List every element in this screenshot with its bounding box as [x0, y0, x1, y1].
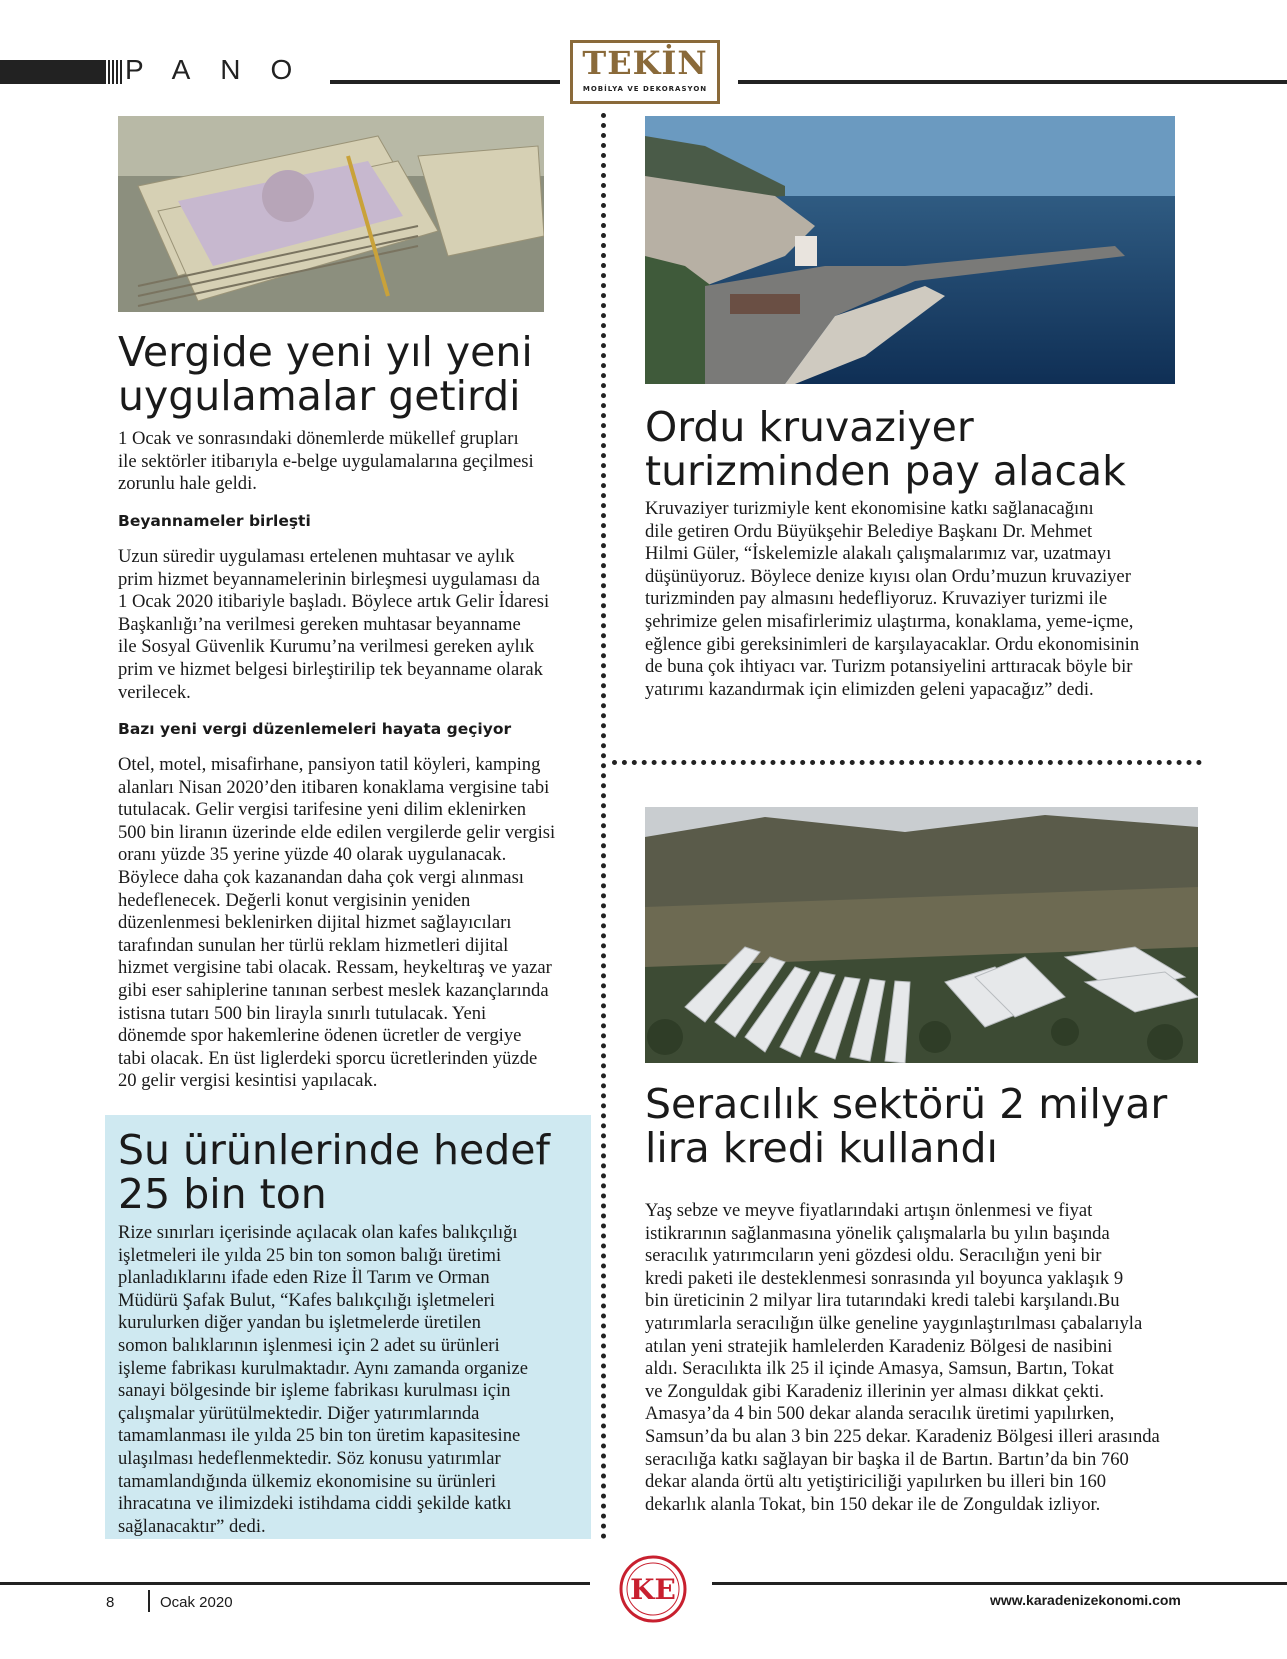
footer-rule-right: [712, 1582, 1287, 1585]
website-link[interactable]: www.karadenizekonomi.com: [990, 1592, 1181, 1608]
article-greenhouse-body: Yaş sebze ve meyve fiyatlarındaki artışın önlenmesi ve fiyat istikrarının sağlanmasına yönelik çalışmalarla bu yılın başında seracılık yatırımcıların yeni gözdesi oldu. Seracılığın yeni bir kredi paketi ile desteklenmesi sonrasında yıl boyunca yaklaşık 9 bin üreticinin 2 milyar lira tutarındaki kredi talebi karşılandı.Bu yatırımlarla seracılığın ülke geneline yaygınlaştırılması çabalarıyla atılan yeni stratejik hamlelerden Karadeniz Bölgesi de nasibini aldı. Seracılıkta ilk 25 il içinde Amasya, Samsun, Bartın, Tokat ve Zonguldak gibi Karadeniz illerinin yer alması dikkat çekti. Amasya’da 4 bin 500 dekar alanda seracılık üretimi yapılırken, Samsun’da bu alan 3 bin 225 dekar. Karadeniz Bölgesi illeri arasında seracılığa katkı sağlayan bir başka il de Bartın. Bartın’da bin 760 dekar alanda örtü altı yetiştiriciliği yapılırken bu illeri bin 160 dekarlık alanla Tokat, bin 150 dekar ile de Zonguldak izliyor.: [645, 1200, 1160, 1515]
header-rule-left: [330, 80, 560, 84]
footer-rule-left: [0, 1582, 590, 1585]
ke-logo-text: KE: [630, 1573, 676, 1606]
article-tax-para-3: Otel, motel, misafirhane, pansiyon tatil köyleri, kamping alanları Nisan 2020’den itibaren konaklama vergisine tabi tutulacak. Gelir vergisi tarifesine yeni dilim eklenirken 500 bin liranın üzerinde elde edilen vergilerde gelir vergisi oranı yüzde 35 yerine yüzde 40 olarak uygulanacak. Böylece daha çok kazanandan daha çok vergi alınması hedeflenecek. Değerli konut vergisinin yeniden düzenlenmesi beklenirken dijital hizmet sağlayıcıları tarafından sunulan her türlü reklam hizmetleri dijital hizmet vergisine tabi olacak. Ressam, heykeltıraş ve yazar gibi eser sahiplerine tanınan serbest meslek kazançlarında istisna tutarı 500 bin lirayla sınırlı tutulacak. Yeni dönemde spor hakemlerine ödenen ücretler de vergiye tabi olacak. En üst liglerdeki sporcu ücretlerinden yüzde 20 gelir vergisi kesintisi yapılacak.: [118, 754, 556, 1092]
column-divider: [601, 113, 606, 1540]
advertiser-logo[interactable]: [570, 40, 720, 104]
harbor-photo: [645, 116, 1175, 384]
article-tax-para-2: Uzun süredir uygulaması ertelenen muhtasar ve aylık prim hizmet beyannamelerinin birleşmesi uygulaması da 1 Ocak 2020 itibariyle başladı. Böylece artık Gelir İdaresi Başkanlığı’na verilmesi gereken muhtasar beyanname ile Sosyal Güvenlik Kurumu’na verilmesi gereken aylık prim ve hizmet belgesi birleştirilip tek beyanname olarak verilecek.: [118, 546, 550, 703]
article-cruise-title: Ordu kruvaziyer turizminden pay alacak: [645, 403, 1126, 495]
article-cruise-body: Kruvaziyer turizmiyle kent ekonomisine katkı sağlanacağını dile getiren Ordu Büyükşehir Belediye Başkanı Dr. Mehmet Hilmi Güler, “İskelemizle alakalı çalışmalarımız var, uzatmayı düşünüyoruz. Böylece denize kıyısı olan Ordu’muzun kruvaziyer turizminden pay almasını hedefliyoruz. Kruvaziyer turizmi ile şehrimize gelen misafirlerimiz ulaştırma, konaklama, yeme-içme, eğlence gibi gereksinimleri de karşılayacaklar. Ordu ekonomisinin de buna çok ihtiyacı var. Turizm potansiyelini arttıracak böyle bir yatırımı kazandırmak için elimizden geleni yapacağız” dedi.: [645, 498, 1140, 700]
section-label: PANO: [125, 54, 323, 85]
article-fisheries: [118, 1128, 588, 1216]
header-rule-right: [738, 80, 1287, 84]
article-tax-subhead-2: Bazı yeni vergi düzenlemeleri hayata geçiyor: [118, 720, 512, 738]
article-tax-title: Vergide yeni yıl yeni uygulamalar getirdi: [118, 328, 533, 420]
header-bar: [0, 60, 106, 84]
banknotes-photo: [118, 116, 544, 312]
article-fisheries-body: Rize sınırları içerisinde açılacak olan kafes balıkçılığı işletmeleri ile yılda 25 bin ton somon balığı üretimi planladıklarını ifade eden Rize İl Tarım ve Orman Müdürü Şafak Bulut, “Kafes balıkçılığı işletmeleri kurulurken diğer yandan bu işletmelerde üretilen somon balıklarının işlenmesi için 2 adet su ürünleri işleme fabrikası kurulmaktadır. Aynı zamanda organize sanayi bölgesinde bir işleme fabrikası kurulması için çalışmalar yürütülmektedir. Diğer yatırımlarında tamamlanması ile yılda 25 bin ton üretim kapasitesine ulaşılması hedeflenmektedir. Söz konusu yatırımlar tamamlandığında ülkemiz ekonomisine su ürünleri ihracatına ve ilimizdeki istihdama ciddi şekilde katkı sağlanacaktır” dedi.: [118, 1222, 528, 1537]
article-greenhouse: [645, 1082, 1205, 1170]
logo-wordmark: TEKİN: [582, 44, 708, 82]
issue-date: Ocak 2020: [160, 1594, 233, 1611]
greenhouses-photo: [645, 807, 1198, 1063]
article-tax-intro: 1 Ocak ve sonrasındaki dönemlerde mükellef grupları ile sektörler itibarıyla e-belge uygulamalarına geçilmesi zorunlu hale geldi.: [118, 428, 534, 495]
footer-separator: [148, 1590, 150, 1612]
article-fisheries-title: Su ürünlerinde hedef 25 bin ton: [118, 1126, 550, 1218]
header-stripes: [108, 60, 122, 84]
page-number: 8: [106, 1594, 115, 1611]
article-cruise: [645, 405, 1205, 493]
article-tax: [118, 330, 598, 418]
logo-tagline: MOBİLYA VE DEKORASYON: [582, 85, 708, 93]
article-tax-subhead-1: Beyannameler birleşti: [118, 512, 311, 530]
article-greenhouse-title: Seracılık sektörü 2 milyar lira kredi kullandı: [645, 1080, 1168, 1172]
ke-logo-icon: [618, 1554, 688, 1624]
article-divider: [612, 760, 1202, 765]
